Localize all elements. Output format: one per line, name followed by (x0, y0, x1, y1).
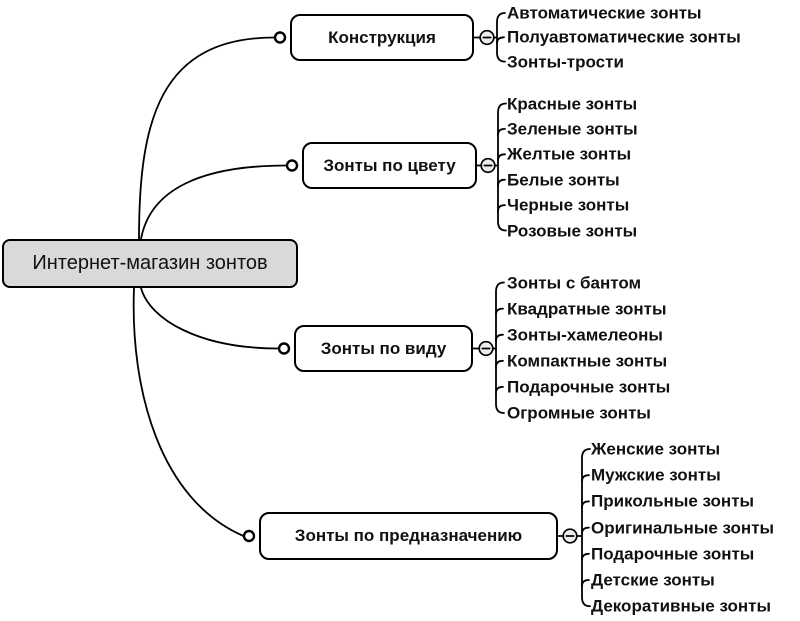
leaf-node[interactable]: Подарочные зонты (507, 377, 671, 397)
root-branch-connector (134, 288, 244, 536)
branch-node-1[interactable] (302, 142, 477, 189)
leaf-tick (498, 205, 505, 211)
leaf-node[interactable]: Квадратные зонты (507, 299, 667, 319)
collapse-toggle[interactable] (479, 342, 493, 356)
leaf-tick (498, 154, 505, 160)
collapse-toggle[interactable] (481, 159, 495, 173)
branch-node-3[interactable] (259, 512, 558, 560)
leaf-node[interactable]: Мужские зонты (591, 465, 721, 485)
branch-anchor-dot-icon (244, 531, 254, 541)
leaf-node[interactable]: Зеленые зонты (507, 119, 638, 139)
leaf-tick (582, 475, 589, 481)
leaf-tick (582, 554, 589, 560)
leaf-tick (497, 37, 504, 43)
branch-label: Зонты по виду (320, 338, 447, 358)
branch-anchor-dot-icon (275, 33, 285, 43)
leaf-node[interactable]: Прикольные зонты (591, 491, 755, 511)
leaf-node[interactable]: Красные зонты (507, 94, 638, 113)
leaf-tick (498, 129, 505, 135)
collapse-toggle[interactable] (480, 31, 494, 45)
branch-label: Зонты по цвету (323, 155, 456, 175)
leaf-tick (496, 309, 503, 315)
leaf-node[interactable]: Детские зонты (591, 570, 715, 590)
branch-anchor-dot-icon (279, 344, 289, 354)
branch-label: Зонты по предназначению (294, 526, 523, 545)
leaf-tick (582, 528, 589, 534)
leaf-node[interactable]: Черные зонты (507, 195, 630, 215)
leaf-tick (496, 361, 503, 367)
leaf-tick (498, 180, 505, 186)
leaf-node[interactable]: Декоративные зонты (591, 596, 771, 616)
leaf-tick (496, 335, 503, 341)
root-branch-connector (141, 288, 279, 349)
leaf-node[interactable]: Зонты-хамелеоны (507, 325, 663, 345)
root-branch-connector (139, 38, 275, 240)
leaf-node[interactable]: Автоматические зонты (507, 3, 702, 23)
leaf-tick (582, 580, 589, 586)
leaf-node[interactable]: Компактные зонты (507, 351, 668, 371)
leaf-node[interactable]: Женские зонты (591, 439, 721, 459)
root-branch-connector (141, 166, 287, 240)
collapse-toggle[interactable] (563, 529, 577, 543)
leaf-tick (496, 387, 503, 393)
leaf-node[interactable]: Полуавтоматические зонты (507, 27, 741, 47)
leaf-tick (582, 501, 589, 507)
branch-anchor-dot-icon (287, 161, 297, 171)
leaf-node[interactable]: Огромные зонты (507, 403, 651, 423)
root-node[interactable] (2, 239, 298, 288)
root-node-label: Интернет-магазин зонтов (32, 252, 268, 274)
leaf-node[interactable]: Розовые зонты (507, 221, 638, 240)
leaf-node[interactable]: Зонты с бантом (507, 273, 642, 292)
leaf-node[interactable]: Белые зонты (507, 170, 620, 190)
leaf-node[interactable]: Зонты-трости (507, 52, 624, 72)
leaf-bracket (496, 283, 504, 414)
branch-label: Конструкция (328, 27, 436, 47)
leaf-node[interactable]: Подарочные зонты (591, 544, 755, 564)
leaf-node[interactable]: Желтые зонты (507, 144, 632, 164)
leaf-node[interactable]: Оригинальные зонты (591, 518, 775, 538)
branch-node-2[interactable] (294, 325, 473, 372)
leaf-bracket (498, 104, 506, 231)
branch-node-0[interactable] (290, 14, 474, 61)
